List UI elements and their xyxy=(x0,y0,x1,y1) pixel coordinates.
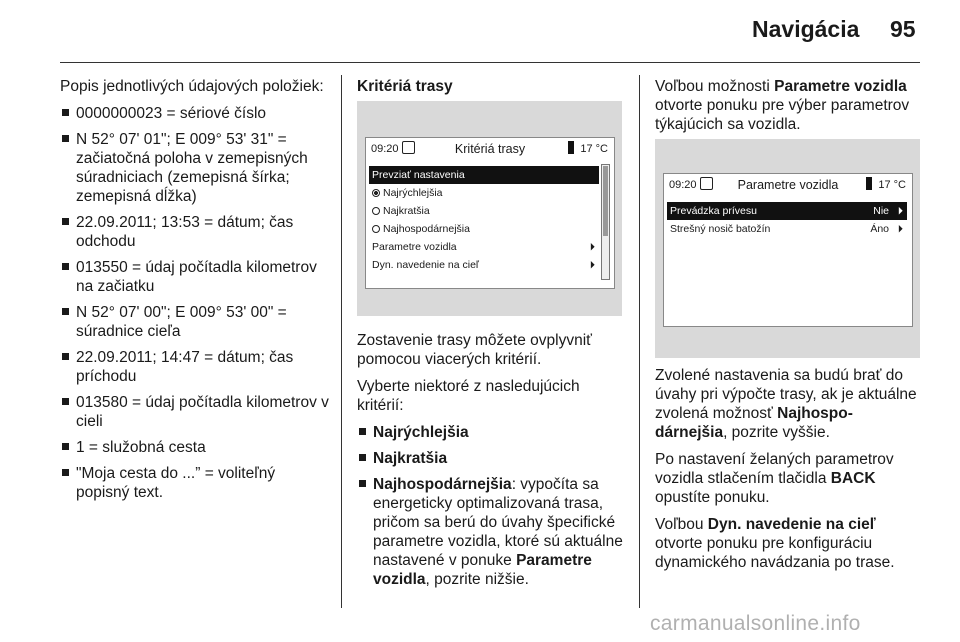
menu-item-shortest[interactable]: Najkratšia xyxy=(369,202,599,220)
paragraph: Po nastavení želaných parametrov vozidla stlačením tlačidla BACK opustíte ponuku. xyxy=(655,451,894,506)
list-item: 1 = služobná cesta xyxy=(60,438,332,457)
screen-title: Parametre vozidla xyxy=(737,178,839,192)
list-item: Najrýchlejšia xyxy=(357,423,625,442)
menu-item-trailer[interactable]: Prevádzka prívesu Nie ⏵ xyxy=(667,202,907,220)
paragraph: Zvolené nastavenia sa budú brať do úvahy pri výpočte trasy, ak je aktuálne zvolená možnosť Najhospo-dárnejšia, pozrite vyššie. xyxy=(655,367,917,441)
section-title: Navigácia xyxy=(752,16,860,42)
menu-item-dynamic-guidance[interactable]: Dyn. navedenie na cieľ ⏵ xyxy=(369,256,599,274)
arrow-right-icon: ⏵ xyxy=(589,259,595,271)
list-item: 013550 = údaj počítadla kilometrov na začiatku xyxy=(60,258,332,296)
thermometer-icon xyxy=(866,177,872,190)
column-3-body xyxy=(655,366,923,580)
list-item: Najhospodárnejšia: vypočíta sa energeticky optimalizovaná trasa, pričom sa berú do úvahy špecifické parametre vozidla, ktoré sú aktuálne nastavené v ponuke Parametre vozidla, pozrite nižšie. xyxy=(357,475,625,589)
list-item: N 52° 07' 01"; E 009° 53' 31" = začiatočná poloha v zemepisných súradniciach (zemepisná šírka; zemepisná dĺžka) xyxy=(60,130,332,206)
list-item: 0000000023 = sériové číslo xyxy=(60,104,332,123)
screen-clock: 09:20 xyxy=(669,179,697,191)
column-divider-1 xyxy=(341,75,342,608)
thermometer-icon xyxy=(568,141,574,154)
menu-item-roof-rack[interactable]: Strešný nosič batožín Áno ⏵ xyxy=(667,220,907,238)
screen-clock: 09:20 xyxy=(371,143,399,155)
list-item: "Moja cesta do ...” = voliteľný popisný text. xyxy=(60,464,332,502)
display-screen xyxy=(365,137,615,289)
arrow-right-icon: ⏵ xyxy=(589,241,595,253)
paragraph: Vyberte niektoré z nasledujúcich kritérií: xyxy=(357,378,580,414)
list-item: N 52° 07' 00"; E 009° 53' 00" = súradnice cieľa xyxy=(60,303,332,341)
scrollbar-thumb[interactable] xyxy=(603,166,608,236)
list-item: 013580 = údaj počítadla kilometrov v cieli xyxy=(60,393,332,431)
screen-temperature: 17 °C xyxy=(878,179,906,191)
display-screen xyxy=(663,173,913,327)
section-heading: Kritériá trasy xyxy=(357,78,453,95)
menu-item-fastest[interactable]: Najrýchlejšia xyxy=(369,184,599,202)
column-divider-2 xyxy=(639,75,640,608)
header-divider xyxy=(60,62,920,63)
radio-empty-icon xyxy=(372,207,380,215)
paragraph: Zostavenie trasy môžete ovplyvniť pomocou viacerých kritérií. xyxy=(357,332,592,368)
column-1 xyxy=(60,77,332,509)
screen-title: Kritériá trasy xyxy=(454,142,526,156)
menu-item-vehicle-params[interactable]: Parametre vozidla ⏵ xyxy=(369,238,599,256)
screen-status-bar xyxy=(664,174,912,196)
paragraph: Voľbou možnosti Parametre vozidla otvorte ponuku pre výber parametrov týkajúcich sa vozidla. xyxy=(655,78,910,133)
screen-scrollbar[interactable] xyxy=(601,164,610,280)
menu-item-economical[interactable]: Najhospodárnejšia xyxy=(369,220,599,238)
vehicle-params-screen-figure xyxy=(655,139,920,358)
screen-temperature: 17 °C xyxy=(580,143,608,155)
route-criteria-screen-figure xyxy=(357,101,622,316)
column-3-top xyxy=(655,77,923,142)
criteria-list xyxy=(357,423,625,589)
arrow-right-icon: ⏵ xyxy=(897,223,903,235)
page-number: 95 xyxy=(890,16,916,42)
watermark: carmanualsonline.info xyxy=(650,612,861,635)
page-header xyxy=(0,0,960,60)
paragraph: Voľbou Dyn. navedenie na cieľ otvorte ponuku pre konfiguráciu dynamického navádzania po trase. xyxy=(655,516,895,571)
column-2-heading xyxy=(357,77,625,96)
radio-empty-icon xyxy=(372,225,380,233)
screen-status-bar xyxy=(366,138,614,160)
menu-item-take-settings[interactable]: Prevziať nastavenia xyxy=(369,166,599,184)
list-item: 22.09.2011; 13:53 = dátum; čas odchodu xyxy=(60,213,332,251)
arrow-right-icon: ⏵ xyxy=(897,205,903,217)
radio-selected-icon xyxy=(372,189,380,197)
column-2-body xyxy=(357,331,625,596)
intro-text: Popis jednotlivých údajových položiek: xyxy=(60,78,324,95)
list-item: Najkratšia xyxy=(357,449,625,468)
data-item-list xyxy=(60,104,332,502)
list-item: 22.09.2011; 14:47 = dátum; čas príchodu xyxy=(60,348,332,386)
